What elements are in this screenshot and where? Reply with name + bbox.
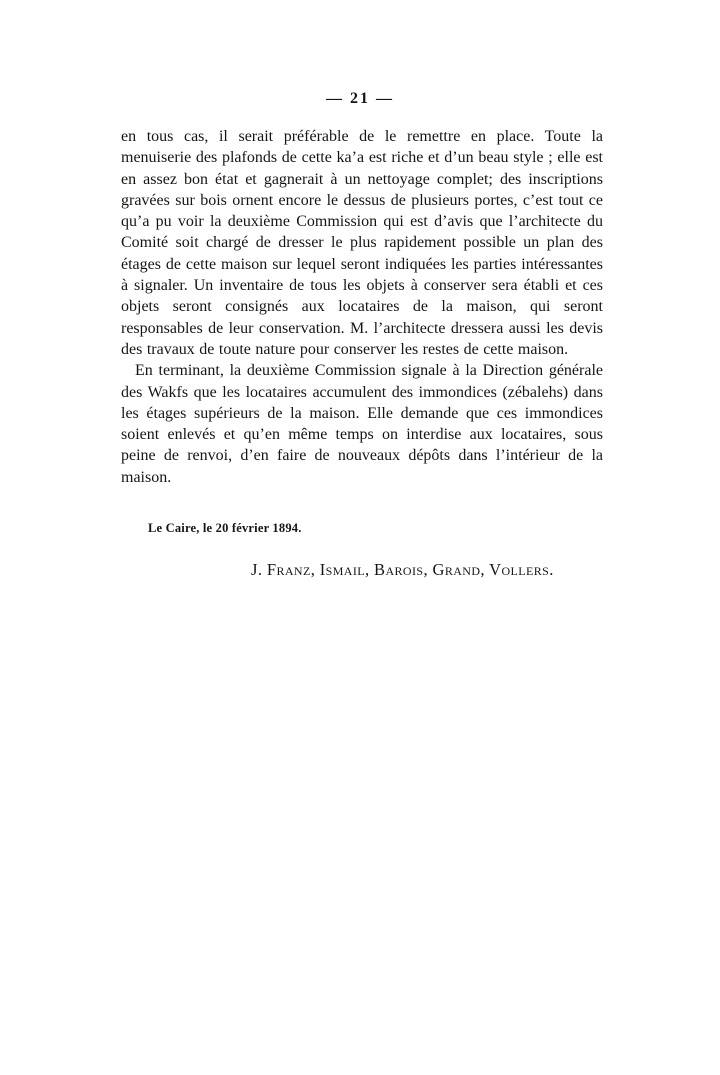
text-block	[121, 126, 603, 580]
paragraph-closing: En terminant, la deuxième Commission signale à la Direction générale des Wakfs que les locataires accumulent des immondices (zébalehs) dans les étages supérieurs de la maison. Elle demande que ces immondices soient enlevés et qu’en même temps on interdise aux locataires, sous peine de renvoi, d’en faire de nouveaux dépôts dans l’intérieur de la maison.	[121, 362, 603, 486]
signature-line: J. Franz, Ismail, Barois, Grand, Vollers.	[251, 560, 554, 580]
paragraph-continuation: en tous cas, il serait préférable de le remettre en place. Toute la menuiserie des plafonds de cette ka’a est riche et d’un beau style ; elle est en assez bon état et gagnerait à un nettoyage complet; des inscriptions gravées sur bois ornent encore le dessus de plusieurs portes, c’est tout ce qu’a pu voir la deuxième Commission qui est d’avis que l’architecte du Comité soit chargé de dresser le plus rapidement possible un plan des étages de cette maison sur lequel seront indiquées les parties intéressantes à signaler. Un inventaire de tous les objets à conserver sera établi et ces objets seront consignés aux locataires de la maison, qui seront responsables de leur conservation. M. l’architecte dressera aussi les devis des travaux de toute nature pour conserver les restes de cette maison.	[121, 128, 603, 358]
dateline: Le Caire, le 20 février 1894.	[148, 521, 302, 536]
page-number: — 21 —	[326, 90, 394, 107]
